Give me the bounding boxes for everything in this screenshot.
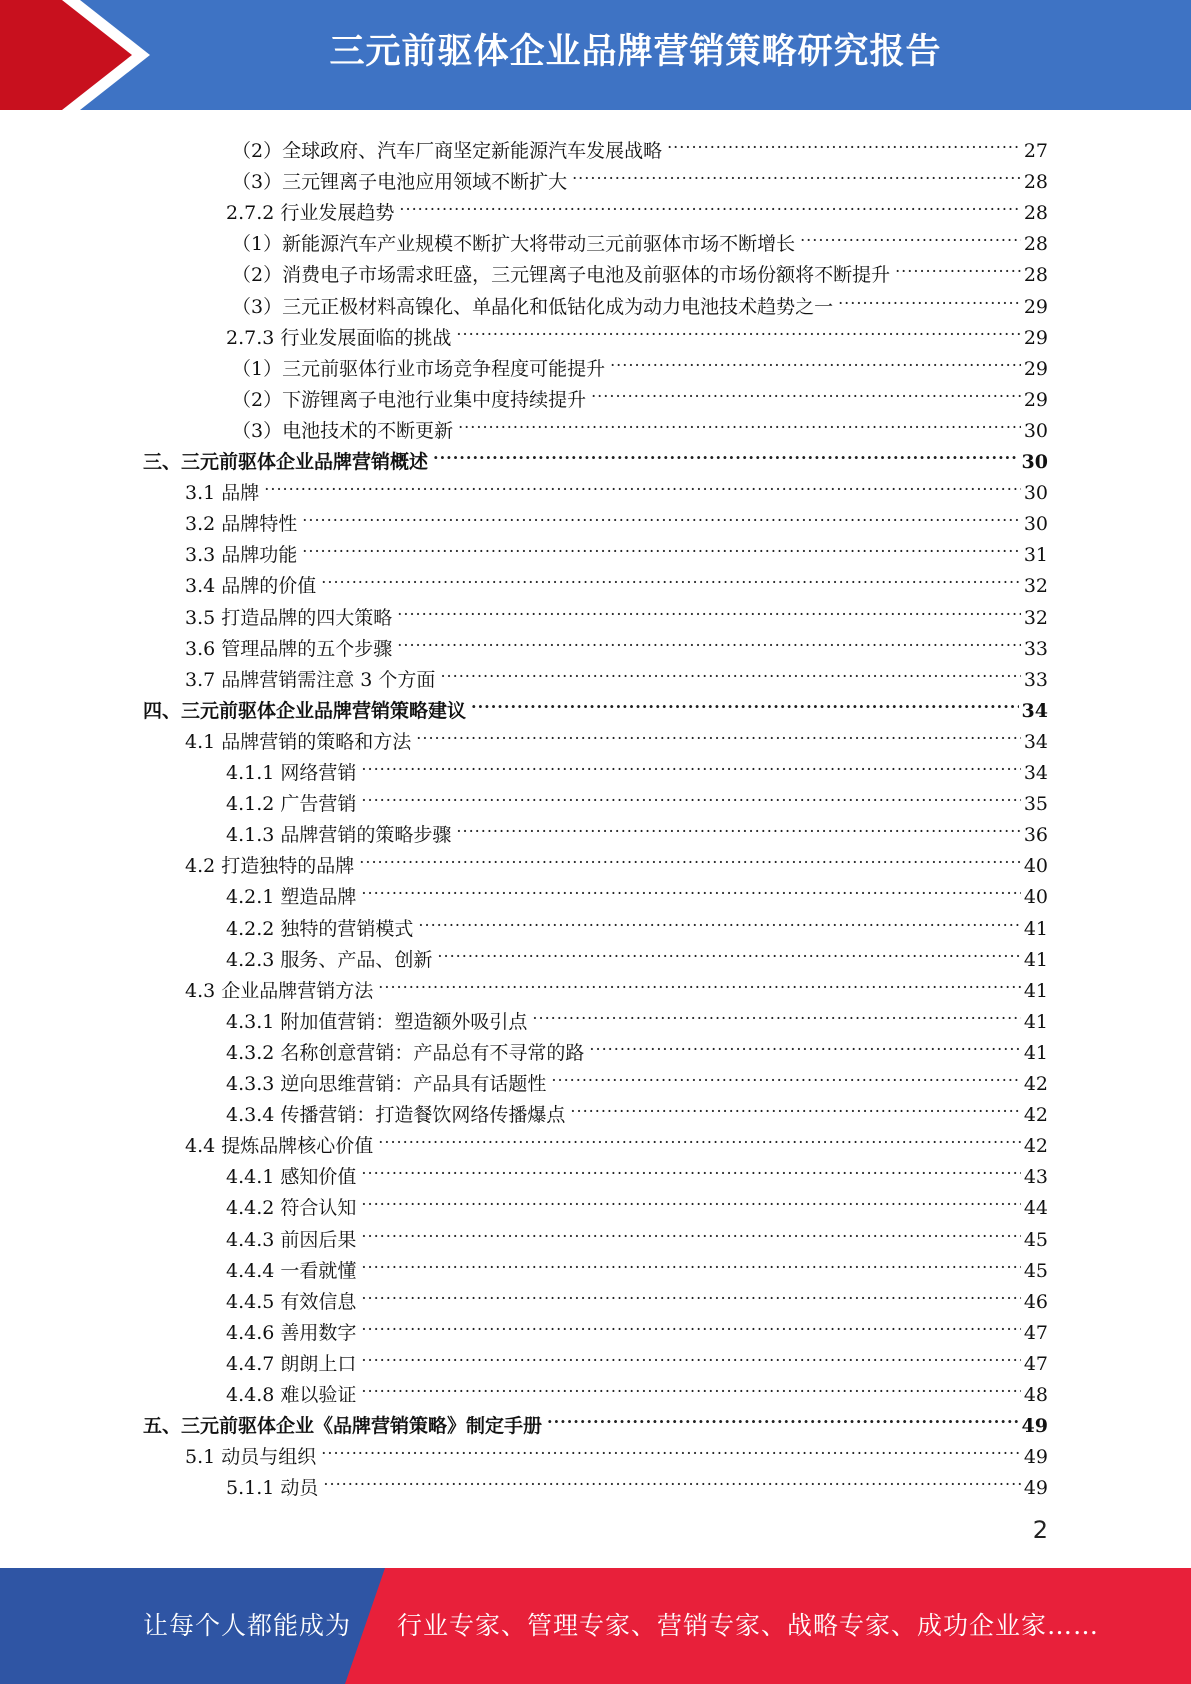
toc-entry-page: 42	[1023, 1104, 1048, 1126]
toc-entry-label: 4.4.1 感知价值	[226, 1166, 357, 1188]
page-number: 2	[1032, 1516, 1048, 1544]
toc-entry[interactable]	[232, 250, 1048, 286]
toc-entry[interactable]	[226, 1339, 1048, 1375]
toc-entry-label: 四、三元前驱体企业品牌营销策略建议	[143, 700, 467, 722]
toc-leader-dots	[800, 219, 1021, 250]
toc-entry-label: 4.4.6 善用数字	[226, 1322, 357, 1344]
toc-leader-dots	[591, 375, 1021, 406]
toc-entry[interactable]	[185, 1121, 1048, 1157]
toc-leader-dots	[838, 282, 1021, 313]
toc-entry[interactable]	[226, 188, 1048, 224]
toc-entry[interactable]	[185, 655, 1048, 691]
toc-entry-label: 三、三元前驱体企业品牌营销概述	[143, 451, 429, 473]
toc-entry[interactable]	[185, 593, 1048, 629]
toc-entry[interactable]	[232, 344, 1048, 380]
toc-entry-page: 32	[1023, 607, 1048, 629]
toc-leader-dots	[418, 904, 1020, 935]
toc-leader-dots	[361, 1183, 1020, 1214]
toc-leader-dots	[321, 561, 1021, 592]
toc-leader-dots	[361, 1246, 1020, 1277]
toc-entry[interactable]	[232, 157, 1048, 193]
toc-entry-page: 28	[1023, 233, 1048, 255]
toc-entry[interactable]	[226, 1059, 1048, 1095]
toc-leader-dots	[458, 406, 1021, 437]
toc-entry-label: 4.4.4 一看就懂	[226, 1260, 357, 1282]
toc-entry-page: 34	[1023, 762, 1048, 784]
toc-entry[interactable]	[185, 624, 1048, 660]
toc-entry[interactable]	[226, 1090, 1048, 1126]
toc-entry-page: 33	[1023, 669, 1048, 691]
toc-leader-dots	[361, 872, 1020, 903]
toc-entry[interactable]	[143, 1401, 1048, 1437]
toc-entry[interactable]	[226, 935, 1048, 971]
toc-entry[interactable]	[226, 1183, 1048, 1219]
toc-entry-page: 34	[1023, 731, 1048, 753]
toc-entry-label: 3.4 品牌的价值	[185, 575, 317, 597]
toc-entry-page: 29	[1023, 296, 1048, 318]
toc-leader-dots	[361, 1370, 1020, 1401]
header-chevron-icon	[0, 0, 150, 110]
toc-entry-label: （3）三元锂离子电池应用领域不断扩大	[232, 171, 568, 193]
toc-entry-label: 3.2 品牌特性	[185, 513, 298, 535]
toc-entry[interactable]	[226, 748, 1048, 784]
toc-entry-page: 41	[1023, 1042, 1048, 1064]
toc-entry[interactable]	[232, 219, 1048, 255]
toc-entry[interactable]	[185, 1432, 1048, 1468]
toc-entry-label: 2.7.2 行业发展趋势	[226, 202, 395, 224]
toc-entry-label: （3）三元正极材料高镍化、单晶化和低钴化成为动力电池技术趋势之一	[232, 296, 834, 318]
toc-leader-dots	[570, 1090, 1020, 1121]
toc-entry-label: （1）三元前驱体行业市场竞争程度可能提升	[232, 358, 606, 380]
toc-leader-dots	[361, 1152, 1020, 1183]
toc-entry-label: （3）电池技术的不断更新	[232, 420, 454, 442]
toc-entry-label: 4.3.2 名称创意营销：产品总有不寻常的路	[226, 1042, 585, 1064]
toc-entry-label: 5.1.1 动员	[226, 1477, 319, 1499]
toc-entry[interactable]	[226, 1152, 1048, 1188]
toc-leader-dots	[302, 499, 1021, 530]
toc-leader-dots	[456, 810, 1020, 841]
toc-entry-page: 40	[1023, 855, 1048, 877]
toc-entry-label: 4.4.8 难以验证	[226, 1384, 357, 1406]
toc-entry[interactable]	[185, 530, 1048, 566]
toc-entry-label: 4.3 企业品牌营销方法	[185, 980, 374, 1002]
toc-entry-page: 28	[1023, 264, 1048, 286]
toc-entry-page: 30	[1021, 451, 1048, 473]
toc-entry[interactable]	[143, 437, 1048, 473]
toc-entry[interactable]	[226, 779, 1048, 815]
toc-entry-page: 33	[1023, 638, 1048, 660]
toc-entry-page: 45	[1023, 1260, 1048, 1282]
toc-entry[interactable]	[185, 561, 1048, 597]
toc-entry-page: 41	[1023, 980, 1048, 1002]
document-title: 三元前驱体企业品牌营销策略研究报告	[329, 32, 942, 72]
toc-leader-dots	[361, 1215, 1020, 1246]
toc-entry-label: 4.1.2 广告营销	[226, 793, 357, 815]
toc-entry-label: 4.2.3 服务、产品、创新	[226, 949, 433, 971]
footer-slogan-roles: 行业专家、管理专家、营销专家、战略专家、成功企业家……	[397, 1611, 1100, 1640]
toc-entry-page: 30	[1023, 420, 1048, 442]
toc-entry[interactable]	[226, 1463, 1048, 1499]
toc-entry-page: 49	[1023, 1477, 1048, 1499]
toc-leader-dots	[378, 966, 1021, 997]
toc-entry-label: 4.3.3 逆向思维营销：产品具有话题性	[226, 1073, 547, 1095]
toc-entry-page: 46	[1023, 1291, 1048, 1313]
toc-entry-label: 4.2 打造独特的品牌	[185, 855, 355, 877]
toc-entry-label: 4.4.5 有效信息	[226, 1291, 357, 1313]
toc-entry-page: 30	[1023, 513, 1048, 535]
toc-leader-dots	[547, 1401, 1019, 1432]
toc-entry-page: 29	[1023, 358, 1048, 380]
toc-entry-label: 5.1 动员与组织	[185, 1446, 317, 1468]
toc-entry-page: 43	[1023, 1166, 1048, 1188]
toc-entry-label: 3.6 管理品牌的五个步骤	[185, 638, 393, 660]
toc-entry[interactable]	[226, 904, 1048, 940]
toc-entry-page: 28	[1023, 171, 1048, 193]
toc-entry-page: 49	[1021, 1415, 1048, 1437]
toc-entry-label: 4.4.7 朗朗上口	[226, 1353, 357, 1375]
toc-entry-label: 4.1 品牌营销的策略和方法	[185, 731, 412, 753]
toc-leader-dots	[361, 748, 1020, 779]
toc-leader-dots	[321, 1432, 1021, 1463]
toc-entry-label: 4.3.1 附加值营销：塑造额外吸引点	[226, 1011, 528, 1033]
toc-entry[interactable]	[226, 1277, 1048, 1313]
footer-slogan-lead: 让每个人都能成为	[143, 1611, 352, 1640]
toc-entry-page: 29	[1023, 327, 1048, 349]
toc-entry-page: 42	[1023, 1135, 1048, 1157]
toc-leader-dots	[551, 1059, 1020, 1090]
toc-entry[interactable]	[226, 313, 1048, 349]
toc-leader-dots	[302, 530, 1021, 561]
toc-entry[interactable]	[226, 1215, 1048, 1251]
toc-leader-dots	[264, 468, 1021, 499]
toc-entry-label: 4.2.1 塑造品牌	[226, 886, 357, 908]
toc-leader-dots	[416, 717, 1021, 748]
toc-entry[interactable]	[185, 717, 1048, 753]
toc-entry-label: （1）新能源汽车产业规模不断扩大将带动三元前驱体市场不断增长	[232, 233, 796, 255]
toc-entry-label: 4.4 提炼品牌核心价值	[185, 1135, 374, 1157]
toc-entry-page: 49	[1023, 1446, 1048, 1468]
toc-entry[interactable]	[226, 810, 1048, 846]
toc-entry-page: 34	[1021, 700, 1048, 722]
toc-entry-label: 2.7.3 行业发展面临的挑战	[226, 327, 452, 349]
toc-entry-page: 47	[1023, 1353, 1048, 1375]
page-header	[0, 0, 1191, 110]
toc-entry-page: 40	[1023, 886, 1048, 908]
toc-entry[interactable]	[232, 375, 1048, 411]
toc-entry[interactable]	[185, 966, 1048, 1002]
toc-leader-dots	[361, 779, 1020, 810]
toc-leader-dots	[399, 188, 1020, 219]
toc-entry-page: 32	[1023, 575, 1048, 597]
toc-entry[interactable]	[185, 468, 1048, 504]
toc-entry-page: 31	[1023, 544, 1048, 566]
toc-entry[interactable]	[226, 1370, 1048, 1406]
toc-leader-dots	[895, 250, 1021, 281]
toc-leader-dots	[397, 593, 1021, 624]
toc-leader-dots	[359, 841, 1021, 872]
toc-entry-page: 47	[1023, 1322, 1048, 1344]
toc-entry-page: 30	[1023, 482, 1048, 504]
toc-leader-dots	[532, 997, 1020, 1028]
toc-leader-dots	[361, 1277, 1020, 1308]
toc-entry[interactable]	[232, 406, 1048, 442]
toc-entry[interactable]	[185, 499, 1048, 535]
toc-leader-dots	[610, 344, 1021, 375]
toc-leader-dots	[437, 935, 1020, 966]
toc-entry-label: （2）全球政府、汽车厂商坚定新能源汽车发展战略	[232, 140, 663, 162]
toc-entry-page: 41	[1023, 949, 1048, 971]
toc-entry-page: 48	[1023, 1384, 1048, 1406]
toc-entry-page: 45	[1023, 1229, 1048, 1251]
toc-entry-label: 五、三元前驱体企业《品牌营销策略》制定手册	[143, 1415, 543, 1437]
toc-entry-label: 4.1.3 品牌营销的策略步骤	[226, 824, 452, 846]
toc-entry-page: 36	[1023, 824, 1048, 846]
toc-leader-dots	[397, 624, 1021, 655]
toc-leader-dots	[361, 1308, 1020, 1339]
toc-entry-page: 29	[1023, 389, 1048, 411]
toc-entry-page: 41	[1023, 1011, 1048, 1033]
toc-entry-label: 3.7 品牌营销需注意 3 个方面	[185, 669, 436, 691]
toc-leader-dots	[361, 1339, 1020, 1370]
toc-entry-page: 35	[1023, 793, 1048, 815]
toc-entry-label: 4.1.1 网络营销	[226, 762, 357, 784]
toc-entry-page: 42	[1023, 1073, 1048, 1095]
toc-entry[interactable]	[226, 997, 1048, 1033]
toc-entry-label: 3.3 品牌功能	[185, 544, 298, 566]
toc-entry-label: 3.1 品牌	[185, 482, 260, 504]
toc-entry[interactable]	[226, 1028, 1048, 1064]
toc-leader-dots	[667, 126, 1021, 157]
toc-entry-page: 27	[1023, 140, 1048, 162]
toc-entry-label: （2）消费电子市场需求旺盛，三元锂离子电池及前驱体的市场份额将不断提升	[232, 264, 891, 286]
toc-leader-dots	[471, 686, 1019, 717]
toc-entry-label: 4.3.4 传播营销：打造餐饮网络传播爆点	[226, 1104, 566, 1126]
toc-leader-dots	[378, 1121, 1021, 1152]
toc-entry-page: 41	[1023, 918, 1048, 940]
toc-entry[interactable]	[185, 841, 1048, 877]
toc-entry-label: （2）下游锂离子电池行业集中度持续提升	[232, 389, 587, 411]
toc-leader-dots	[589, 1028, 1020, 1059]
toc-entry[interactable]	[143, 686, 1048, 722]
toc-leader-dots	[440, 655, 1020, 686]
toc-entry[interactable]	[226, 1308, 1048, 1344]
toc-leader-dots	[433, 437, 1019, 468]
toc-leader-dots	[456, 313, 1020, 344]
toc-entry-page: 28	[1023, 202, 1048, 224]
page-footer	[0, 1568, 1191, 1684]
toc-entry-label: 4.4.3 前因后果	[226, 1229, 357, 1251]
toc-entry-label: 3.5 打造品牌的四大策略	[185, 607, 393, 629]
toc-entry[interactable]	[232, 282, 1048, 318]
toc-entry-label: 4.2.2 独特的营销模式	[226, 918, 414, 940]
toc-leader-dots	[323, 1463, 1020, 1494]
toc-entry-page: 44	[1023, 1197, 1048, 1219]
toc-leader-dots	[572, 157, 1021, 188]
toc-entry[interactable]	[226, 1246, 1048, 1282]
toc-entry[interactable]	[232, 126, 1048, 162]
toc-entry[interactable]	[226, 872, 1048, 908]
toc-entry-label: 4.4.2 符合认知	[226, 1197, 357, 1219]
